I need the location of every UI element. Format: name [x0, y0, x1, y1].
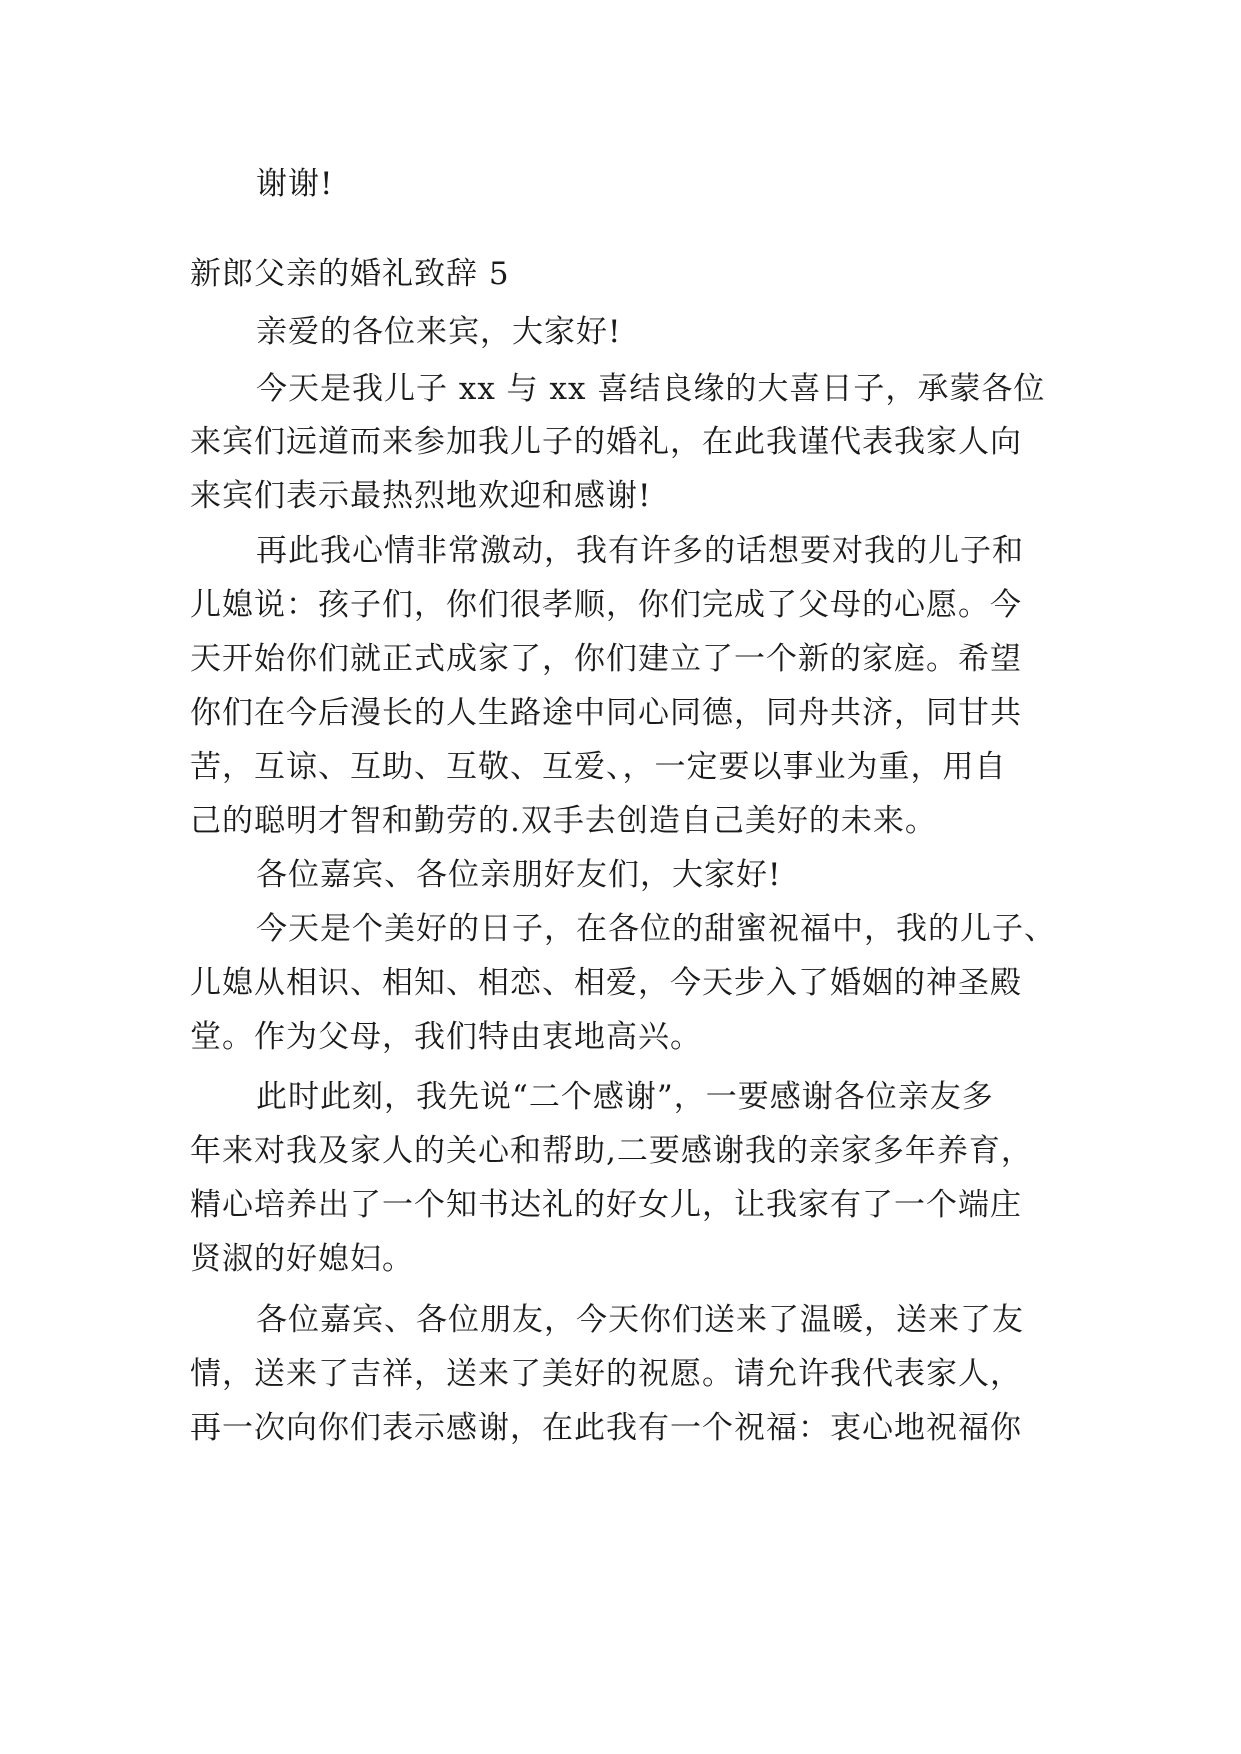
paragraph-line: 再一次向你们表示感谢，在此我有一个祝福：衷心地祝福你 — [190, 1410, 1022, 1446]
paragraph-line: 今天是我儿子 xx 与 xx 喜结良缘的大喜日子，承蒙各位 — [256, 371, 1046, 407]
paragraph-line: 年来对我及家人的关心和帮助,二要感谢我的亲家多年养育， — [190, 1133, 1033, 1169]
paragraph-line: 再此我心情非常激动，我有许多的话想要对我的儿子和 — [256, 533, 1024, 569]
paragraph-line: 己的聪明才智和勤劳的.双手去创造自己美好的未来。 — [190, 803, 937, 839]
paragraph-line: 来宾们表示最热烈地欢迎和感谢! — [190, 478, 652, 514]
paragraph-line: 今天是个美好的日子，在各位的甜蜜祝福中，我的儿子、 — [256, 911, 1056, 947]
paragraph-line: 儿媳从相识、相知、相恋、相爱，今天步入了婚姻的神圣殿 — [190, 965, 1022, 1001]
paragraph-line: 天开始你们就正式成家了，你们建立了一个新的家庭。希望 — [190, 641, 1022, 677]
paragraph-line: 苦，互谅、互助、互敬、互爱、，一定要以事业为重，用自 — [190, 749, 1007, 785]
paragraph-line: 贤淑的好媳妇。 — [190, 1241, 414, 1277]
paragraph-line: 此时此刻，我先说“二个感谢”，一要感谢各位亲友多 — [256, 1079, 994, 1115]
paragraph-line: 来宾们远道而来参加我儿子的婚礼，在此我谨代表我家人向 — [190, 424, 1022, 460]
greeting-line: 亲爱的各位来宾，大家好! — [256, 314, 622, 350]
paragraph-line: 堂。作为父母，我们特由衷地高兴。 — [190, 1019, 702, 1055]
paragraph-line: 你们在今后漫长的人生路途中同心同德，同舟共济，同甘共 — [190, 695, 1022, 731]
paragraph-line: 精心培养出了一个知书达礼的好女儿，让我家有了一个端庄 — [190, 1187, 1022, 1223]
greeting-line: 各位嘉宾、各位亲朋好友们，大家好! — [256, 857, 782, 893]
closing-thanks: 谢谢! — [256, 166, 334, 202]
paragraph-line: 情，送来了吉祥，送来了美好的祝愿。请允许我代表家人， — [190, 1356, 1022, 1392]
paragraph-line: 儿媳说：孩子们，你们很孝顺，你们完成了父母的心愿。今 — [190, 587, 1022, 623]
section-heading: 新郎父亲的婚礼致辞 5 — [190, 256, 510, 292]
paragraph-line: 各位嘉宾、各位朋友，今天你们送来了温暖，送来了友 — [256, 1302, 1024, 1338]
